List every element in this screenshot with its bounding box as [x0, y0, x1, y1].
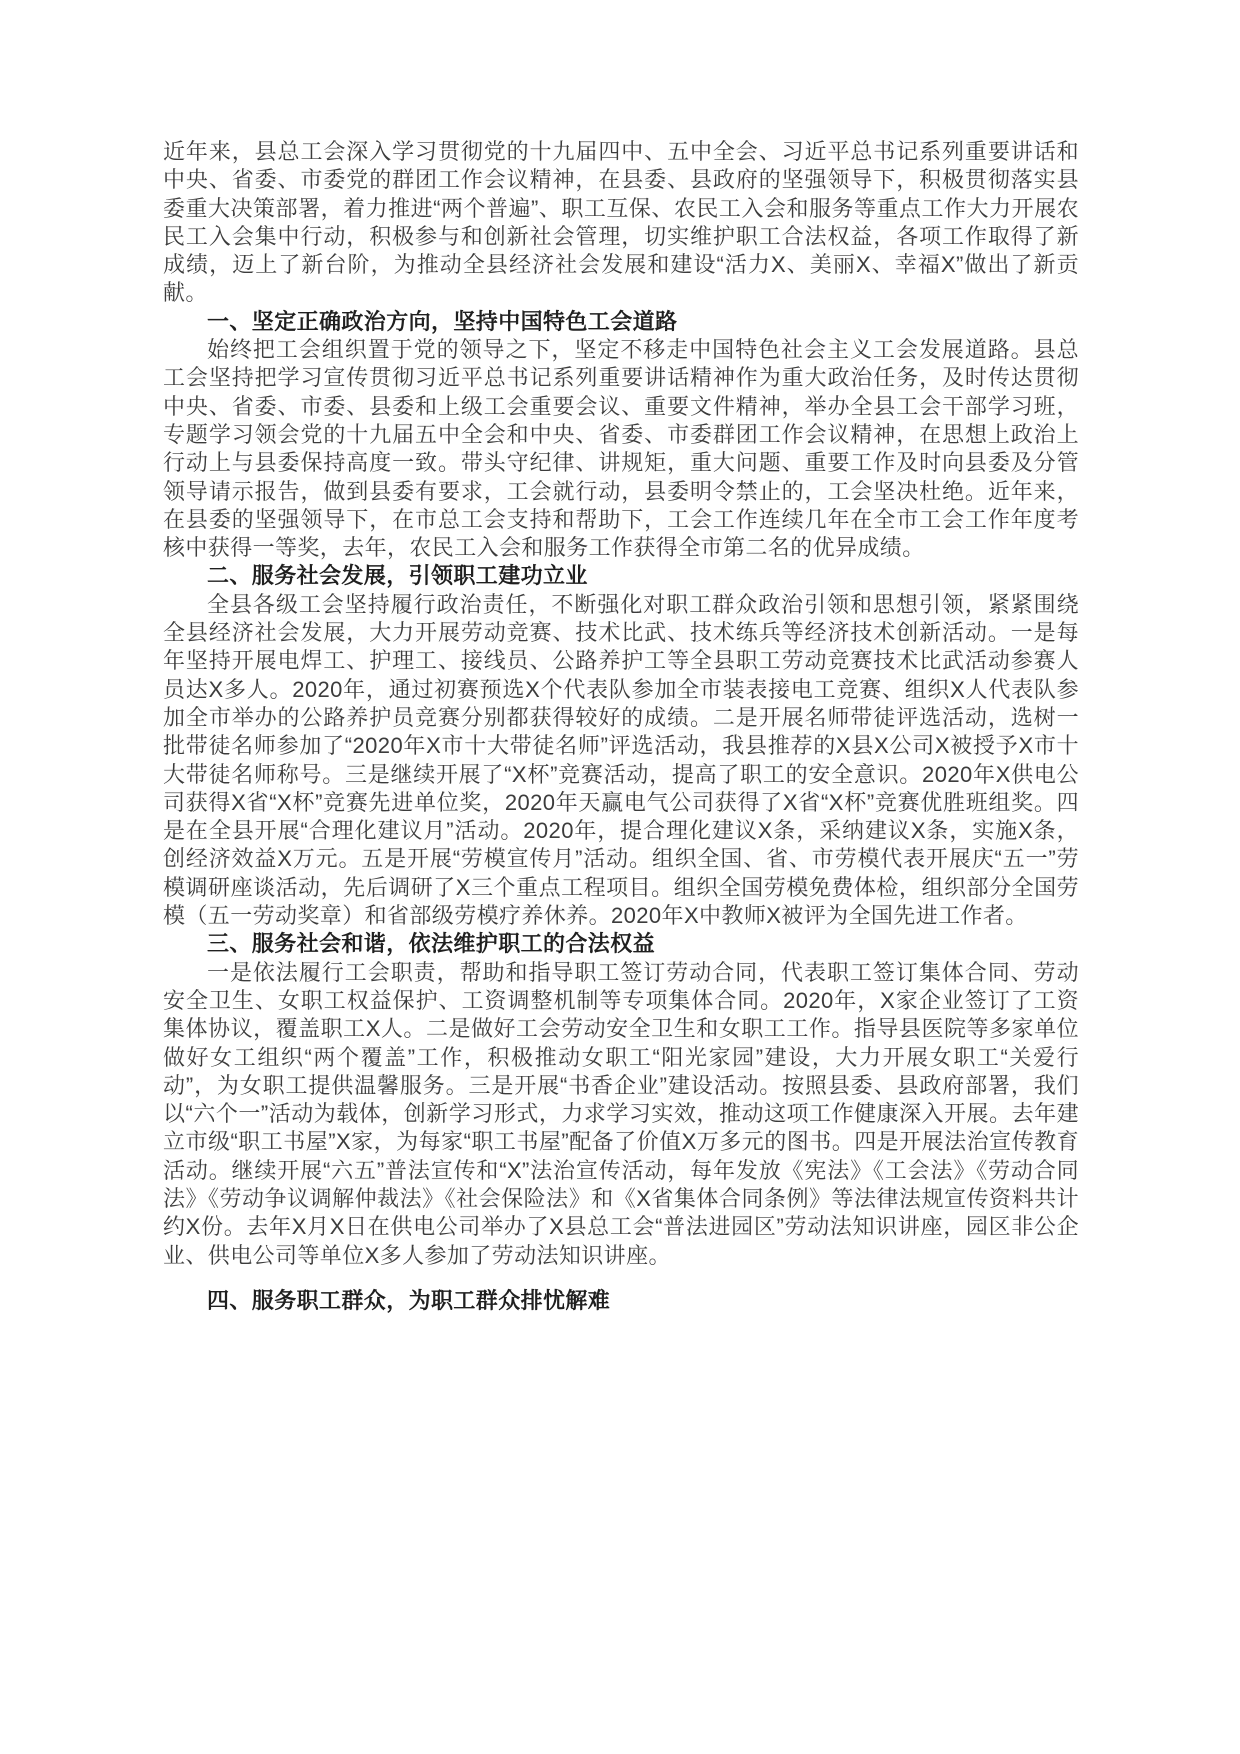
paragraph-section-3: 一是依法履行工会职责，帮助和指导职工签订劳动合同，代表职工签订集体合同、劳动安全卫生、女职工权益保护、工资调整机制等专项集体合同。2020年，X家企业签订了工资集体协议，覆盖职工X人。二是做好工会劳动安全卫生和女职工工作。指导县医院等多家单位做好女工组织“两个覆盖”工作，积极推动女职工“阳光家园”建设，大力开展女职工“关爱行动”，为女职工提供温馨服务。三是开展“书香企业”建设活动。按照县委、县政府部署，我们以“六个一”活动为载体，创新学习形式，力求学习实效，推动这项工作健康深入开展。去年建立市级“职工书屋”X家，为每家“职工书屋”配备了价值X万多元的图书。四是开展法治宣传教育活动。继续开展“六五”普法宣传和“X”法治宣传活动，每年发放《宪法》《工会法》《劳动合同法》《劳动争议调解仲裁法》《社会保险法》和《X省集体合同条例》等法律法规宣传资料共计约X份。去年X月X日在供电公司举办了X县总工会“普法进园区”劳动法知识讲座，园区非公企业、供电公司等单位X多人参加了劳动法知识讲座。: [163, 959, 1079, 1268]
paragraph-section-2: 全县各级工会坚持履行政治责任，不断强化对职工群众政治引领和思想引领，紧紧围绕全县经济社会发展，大力开展劳动竞赛、技术比武、技术练兵等经济技术创新活动。一是每年坚持开展电焊工、护理工、接线员、公路养护工等全县职工劳动竞赛技术比武活动参赛人员达X多人。2020年，通过初赛预选X个代表队参加全市装表接电工竞赛、组织X人代表队参加全市举办的公路养护员竞赛分别都获得较好的成绩。二是开展名师带徒评选活动，选树一批带徒名师参加了“2020年X市十大带徒名师”评选活动，我县推荐的X县X公司X被授予X市十大带徒名师称号。三是继续开展了“X杯”竞赛活动，提高了职工的安全意识。2020年X供电公司获得X省“X杯”竞赛先进单位奖，2020年天赢电气公司获得了X省“X杯”竞赛优胜班组奖。四是在全县开展“合理化建议月”活动。2020年，提合理化建议X条，采纳建议X条，实施X条，创经济效益X万元。五是开展“劳模宣传月”活动。组织全国、省、市劳模代表开展庆“五一”劳模调研座谈活动，先后调研了X三个重点工程项目。组织全国劳模免费体检，组织部分全国劳模（五一劳动奖章）和省部级劳模疗养休养。2020年X中教师X被评为全国先进工作者。: [163, 591, 1079, 929]
paragraph-intro: 近年来，县总工会深入学习贯彻党的十九届四中、五中全会、习近平总书记系列重要讲话和中央、省委、市委党的群团工作会议精神，在县委、县政府的坚强领导下，积极贯彻落实县委重大决策部署，着力推进“两个普遍”、职工互保、农民工入会和服务等重点工作大力开展农民工入会集中行动，积极参与和创新社会管理，切实维护职工合法权益，各项工作取得了新成绩，迈上了新台阶，为推动全县经济社会发展和建设“活力X、美丽X、幸福X”做出了新贡献。: [163, 139, 1079, 306]
section-heading-1: 一、坚定正确政治方向，坚持中国特色工会道路: [207, 308, 678, 334]
paragraph-section-1: 始终把工会组织置于党的领导之下，坚定不移走中国特色社会主义工会发展道路。县总工会坚持把学习宣传贯彻习近平总书记系列重要讲话精神作为重大政治任务，及时传达贯彻中央、省委、市委、县委和上级工会重要会议、重要文件精神，举办全县工会干部学习班，专题学习领会党的十九届五中全会和中央、省委、市委群团工作会议精神，在思想上政治上行动上与县委保持高度一致。带头守纪律、讲规矩，重大问题、重要工作及时向县委及分管领导请示报告，做到县委有要求，工会就行动，县委明令禁止的，工会坚决杜绝。近年来，在县委的坚强领导下，在市总工会支持和帮助下，工会工作连续几年在全市工会工作年度考核中获得一等奖，去年，农民工入会和服务工作获得全市第二名的优异成绩。: [163, 337, 1079, 561]
section-heading-2: 二、服务社会发展，引领职工建功立业: [207, 563, 588, 589]
document-content: [163, 138, 1079, 1315]
section-heading-4: 四、服务职工群众，为职工群众排忧解难: [207, 1287, 611, 1313]
section-heading-3: 三、服务社会和谐，依法维护职工的合法权益: [207, 931, 656, 957]
